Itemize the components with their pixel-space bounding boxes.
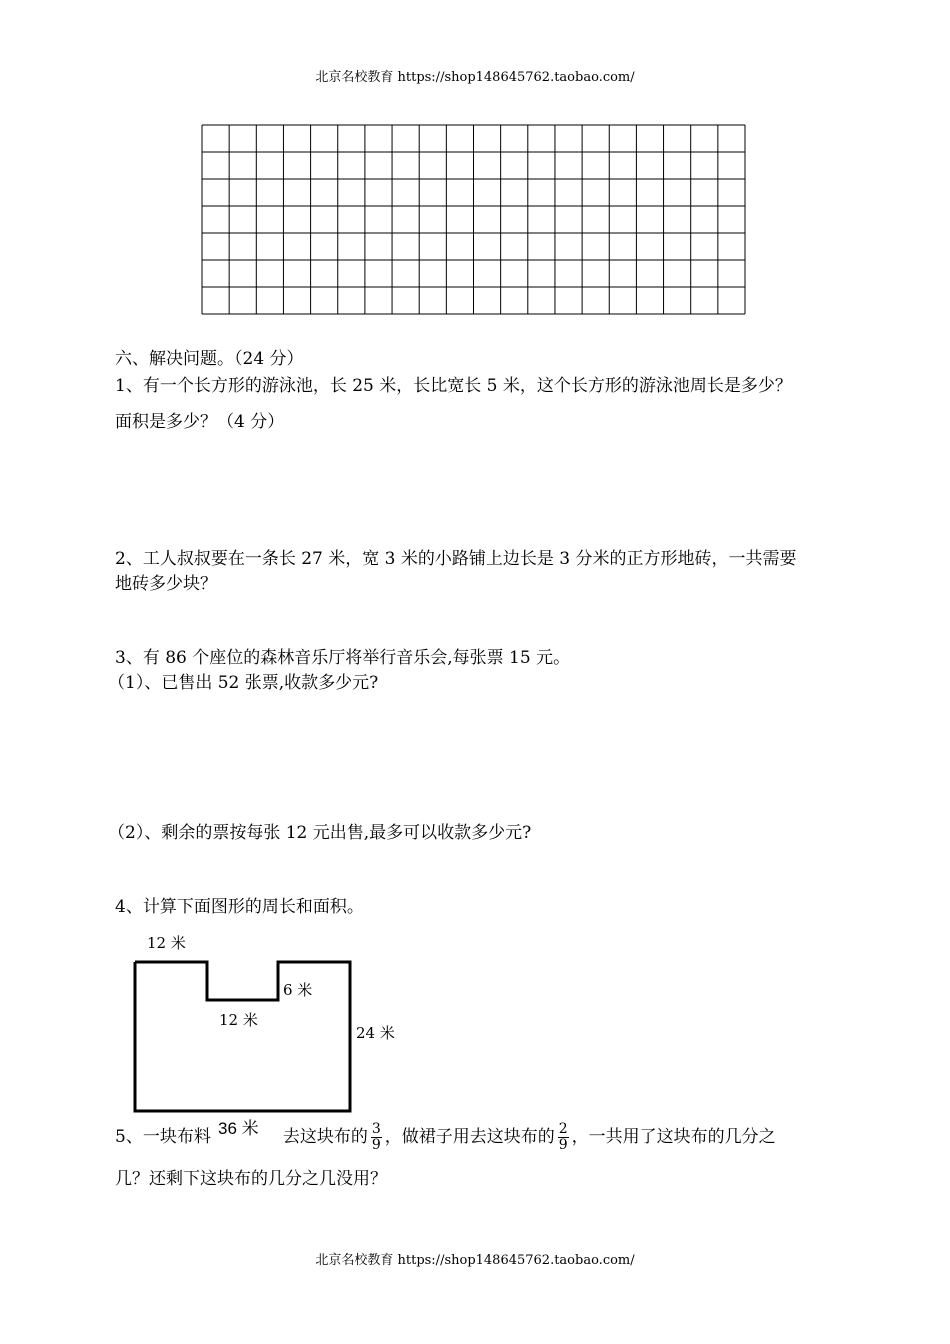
q5-part4: ，一共用了这块布的几分之 xyxy=(571,1127,776,1147)
q2-line2: 地砖多少块？ xyxy=(115,574,217,594)
q5-part2: 去这块布的 xyxy=(282,1127,368,1147)
q5-part3: ，做裙子用去这块布的 xyxy=(384,1127,555,1147)
q3-sub2: （2）、剩余的票按每张 12 元出售,最多可以收款多少元? xyxy=(108,823,532,843)
q3-sub1: （1）、已售出 52 张票,收款多少元? xyxy=(108,673,379,693)
q1-line2: 面积是多少？（4 分） xyxy=(115,412,285,432)
label-top-left: 12 米 xyxy=(147,934,186,952)
frac1-numerator: 3 xyxy=(371,1121,381,1137)
q3-line1: 3、有 86 个座位的森林音乐厅将举行音乐会,每张票 15 元。 xyxy=(115,648,571,668)
q1-line1: 1、有一个长方形的游泳池，长 25 米，长比宽长 5 米，这个长方形的游泳池周长是多少？ xyxy=(115,376,792,396)
page-footer: 北京名校教育 https://shop148645762.taobao.com/ xyxy=(315,1253,635,1268)
label-notch-width: 12 米 xyxy=(219,1011,258,1029)
label-right-side: 24 米 xyxy=(356,1024,395,1042)
frac2-denominator: 9 xyxy=(558,1137,568,1153)
section-title: 六、解决问题。（24 分） xyxy=(115,349,304,369)
writing-grid xyxy=(201,124,746,316)
figure-outline xyxy=(130,955,360,1117)
label-bottom: 36 米 xyxy=(216,1114,261,1139)
frac1-denominator: 9 xyxy=(371,1137,381,1153)
fraction-three-ninths xyxy=(371,1122,382,1153)
q5-line1 xyxy=(115,1122,776,1153)
q4-text: 4、计算下面图形的周长和面积。 xyxy=(115,897,364,917)
label-notch-depth: 6 米 xyxy=(283,981,313,999)
page-header: 北京名校教育 https://shop148645762.taobao.com/ xyxy=(315,70,635,85)
q5-part1: 5、一块布料 xyxy=(115,1127,211,1147)
fraction-two-ninths xyxy=(558,1122,569,1153)
frac2-numerator: 2 xyxy=(558,1121,568,1137)
figure-path xyxy=(135,962,350,1111)
q2-line1: 2、工人叔叔要在一条长 27 米，宽 3 米的小路铺上边长是 3 分米的正方形地砖，一共需要 xyxy=(115,549,797,569)
q5-line2: 几？还剩下这块布的几分之几没用？ xyxy=(115,1169,387,1189)
